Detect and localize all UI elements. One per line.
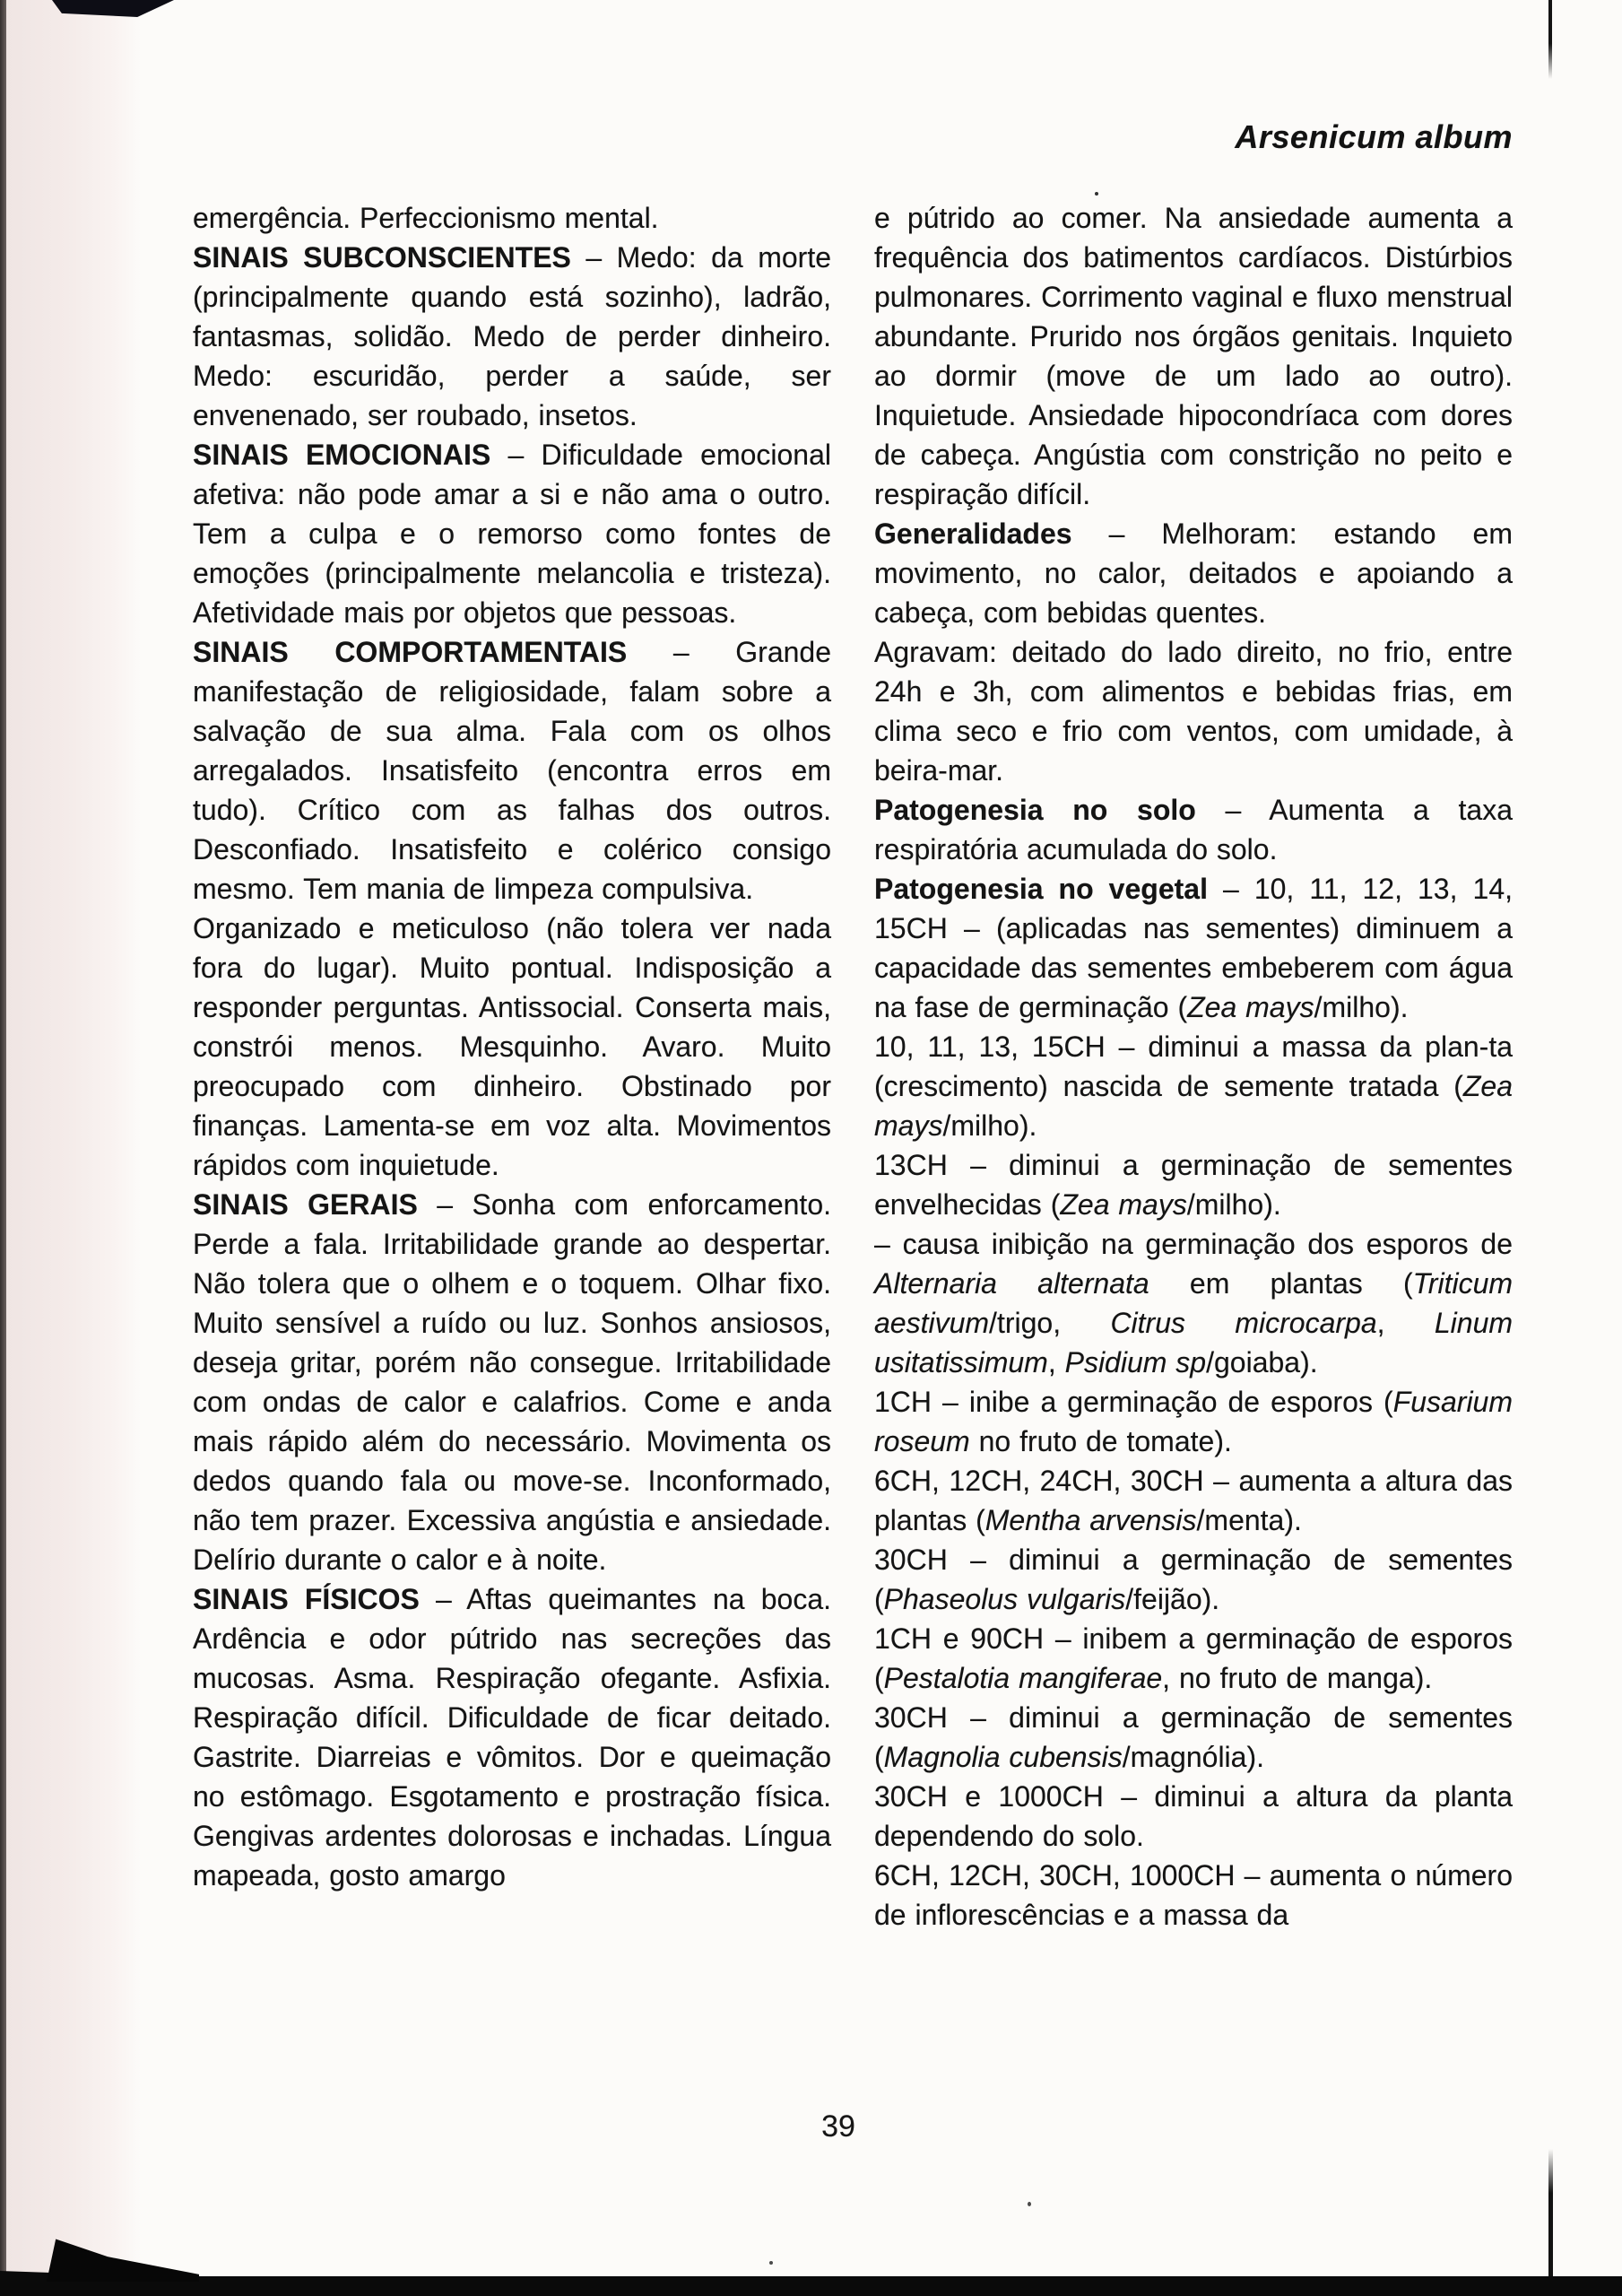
text-segment: /milho). <box>1314 991 1409 1023</box>
paragraph <box>874 1461 1513 1540</box>
text-segment: e pútrido ao comer. Na ansiedade aumenta a frequência dos batimentos cardíacos. Distúrbios pulmonares. Corrimento vaginal e fluxo menstrual abundante. Prurido nos órgãos genitais. Inquieto ao dormir (move de um lado ao outro). Inquietude. Ansiedade hipocondríaca com dores de cabeça. Angústia com constrição no peito e respiração difícil. <box>874 202 1513 510</box>
text-segment: – Medo: da morte (principalmente quando está sozinho), ladrão, fantasmas, solidão. Medo de perder dinheiro. Medo: escuridão, perder a saúde, ser envenenado, ser roubado, insetos. <box>193 241 832 431</box>
paragraph <box>193 435 831 632</box>
section-heading: SINAIS SUBCONSCIENTES <box>193 241 571 274</box>
paragraph <box>874 1698 1513 1777</box>
text-segment: /goiaba). <box>1206 1346 1318 1378</box>
paragraph <box>874 514 1513 632</box>
species-name: Magnolia cubensis <box>883 1741 1123 1773</box>
text-segment: 10, 11, 13, 15CH – diminui a massa da plan-ta (crescimento) nascida de semente tratada ( <box>874 1031 1513 1102</box>
paragraph <box>874 1224 1513 1382</box>
section-heading: Patogenesia no vegetal <box>874 873 1208 905</box>
scan-speck <box>1095 192 1098 196</box>
text-segment: Agravam: deitado do lado direito, no frio, entre 24h e 3h, com alimentos e bebidas frias, em clima seco e frio com ventos, com umidade, à beira-mar. <box>874 636 1513 787</box>
species-name: Psidium sp <box>1064 1346 1207 1378</box>
text-segment: 6CH, 12CH, 30CH, 1000CH – aumenta o número de inflorescências e a massa da <box>874 1859 1513 1931</box>
text-segment: 30CH – diminui a germinação de sementes ( <box>874 1544 1513 1615</box>
page-edge-line-bottom-right <box>1548 2149 1553 2296</box>
paragraph <box>874 1145 1513 1224</box>
text-segment: , <box>1047 1346 1065 1378</box>
text-segment: – Dificuldade emocional afetiva: não pode amar a si e não ama o outro. Tem a culpa e o remorso como fontes de emoções (principalmente melancolia e tristeza). Afetividade mais por objetos que pessoas. <box>193 439 832 629</box>
paragraph <box>874 198 1513 514</box>
page-edge-line-top-right <box>1548 0 1552 79</box>
species-name: Pestalotia mangiferae <box>883 1662 1163 1694</box>
paragraph <box>193 632 831 909</box>
text-segment: 30CH – diminui a germinação de sementes ( <box>874 1701 1513 1773</box>
paragraph <box>874 790 1513 869</box>
text-segment: , no fruto de manga). <box>1162 1662 1433 1694</box>
species-name: Linum usitatissimum <box>874 1307 1514 1378</box>
text-segment: em plantas ( <box>1149 1267 1413 1300</box>
species-name: Zea mays <box>874 1070 1513 1142</box>
text-segment: – Melhoram: estando em movimento, no calor, deitados e apoiando a cabeça, com bebidas quentes. <box>874 517 1513 629</box>
paragraph <box>193 1579 831 1895</box>
paragraph <box>874 869 1513 1027</box>
text-segment: /magnólia). <box>1122 1741 1264 1773</box>
species-name: Citrus microcarpa <box>1110 1307 1377 1339</box>
section-heading: SINAIS COMPORTAMENTAIS <box>193 636 628 668</box>
scan-speck <box>769 2261 773 2265</box>
text-segment: /trigo, <box>989 1307 1111 1339</box>
paragraph <box>874 1027 1513 1145</box>
text-segment: – Sonha com enforcamento. Perde a fala. Irritabilidade grande ao despertar. Não tolera que o olhem e o toquem. Olhar fixo. Muito sensível a ruído ou luz. Sonhos ansiosos, deseja gritar, porém não consegue. Irritabilidade com ondas de calor e calafrios. Come e anda mais rápido além do necessário. Movimenta os dedos quando fala ou move-se. Inconformado, não tem prazer. Excessiva angústia e ansiedade. Delírio durante o calor e à noite. <box>193 1188 832 1576</box>
section-heading: SINAIS FÍSICOS <box>193 1583 420 1615</box>
scan-left-edge <box>0 0 6 2296</box>
paragraph <box>874 1619 1513 1698</box>
paragraph <box>874 632 1513 790</box>
running-head-title: Arsenicum album <box>1235 118 1513 155</box>
text-segment: – 10, 11, 12, 13, 14, 15CH – (aplicadas nas sementes) diminuem a capacidade das sementes embeberem com água na fase de germinação ( <box>874 873 1514 1023</box>
text-segment: 30CH e 1000CH – diminui a altura da planta dependendo do solo. <box>874 1780 1513 1852</box>
paragraph <box>874 1777 1513 1856</box>
species-name: Fusarium roseum <box>874 1386 1513 1457</box>
species-name: Zea mays <box>1060 1188 1187 1221</box>
text-segment: /feijão). <box>1125 1583 1220 1615</box>
text-segment: , <box>1376 1307 1435 1339</box>
text-segment: 13CH – diminui a germinação de sementes envelhecidas ( <box>874 1149 1513 1221</box>
species-name: Zea mays <box>1187 991 1314 1023</box>
section-heading: SINAIS GERAIS <box>193 1188 418 1221</box>
paragraph <box>874 1856 1513 1935</box>
text-column-left <box>193 198 831 1895</box>
text-segment: /menta). <box>1196 1504 1302 1536</box>
text-segment: – Grande manifestação de religiosidade, falam sobre a salvação de sua alma. Fala com os olhos arregalados. Insatisfeito (encontra erros em tudo). Crítico com as falhas dos outros. Desconfiado. Insatisfeito e colérico consigo mesmo. Tem mania de limpeza compulsiva. <box>193 636 831 905</box>
paragraph <box>874 1382 1513 1461</box>
text-segment: no fruto de tomate). <box>969 1425 1232 1457</box>
text-segment: 6CH, 12CH, 24CH, 30CH – aumenta a altura das plantas ( <box>874 1465 1513 1536</box>
text-column-right <box>874 198 1513 1935</box>
species-name: Alternaria alternata <box>874 1267 1149 1300</box>
text-segment: – Aftas queimantes na boca. Ardência e odor pútrido nas secreções das mucosas. Asma. Respiração ofegante. Asfixia. Respiração difícil. Dificuldade de ficar deitado. Gastrite. Diarreias e vômitos. Dor e queimação no estômago. Esgotamento e prostração física. Gengivas ardentes dolorosas e inchadas. Língua mapeada, gosto amargo <box>193 1583 831 1892</box>
section-heading: Generalidades <box>874 517 1072 550</box>
text-segment: emergência. Perfeccionismo mental. <box>193 202 659 234</box>
page-curvature-strip <box>6 0 141 2296</box>
paragraph <box>874 1540 1513 1619</box>
text-segment: – causa inibição na germinação dos esporos de <box>874 1228 1513 1260</box>
paragraph <box>193 1185 831 1579</box>
page-number: 39 <box>821 2109 855 2144</box>
species-name: Triticum aestivum <box>874 1267 1514 1339</box>
text-segment: /milho). <box>942 1109 1037 1142</box>
section-heading: SINAIS EMOCIONAIS <box>193 439 491 471</box>
section-heading: Patogenesia no solo <box>874 794 1196 826</box>
scan-shadow-bottom-band <box>0 2276 1622 2296</box>
species-name: Phaseolus vulgaris <box>883 1583 1126 1615</box>
paragraph <box>193 198 831 238</box>
text-segment: 1CH – inibe a germinação de esporos ( <box>874 1386 1393 1418</box>
text-segment: /milho). <box>1186 1188 1281 1221</box>
scan-speck <box>1028 2202 1031 2206</box>
text-segment: 1CH e 90CH – inibem a germinação de esporos ( <box>874 1622 1513 1694</box>
paragraph <box>193 909 831 1185</box>
text-segment: Organizado e meticuloso (não tolera ver nada fora do lugar). Muito pontual. Indisposição a responder perguntas. Antissocial. Conserta mais, constrói menos. Mesquinho. Avaro. Muito preocupado com dinheiro. Obstinado por finanças. Lamenta-se em voz alta. Movimentos rápidos com inquietude. <box>193 912 831 1181</box>
paragraph <box>193 238 831 435</box>
species-name: Mentha arvensis <box>984 1504 1197 1536</box>
text-segment: – Aumenta a taxa respiratória acumulada do solo. <box>874 794 1513 865</box>
